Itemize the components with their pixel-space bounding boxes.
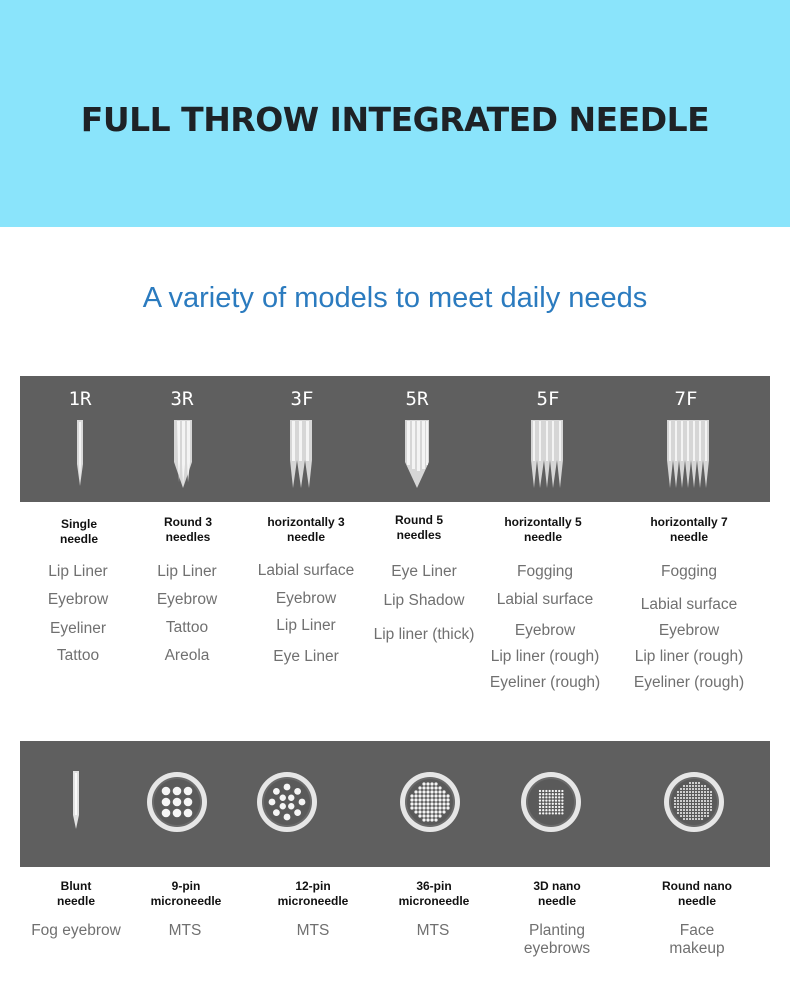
use-item: Labial surface [496, 591, 594, 608]
model-name: horizontally 3 needle [267, 515, 345, 544]
cartridge-name: Round nano needle [662, 879, 732, 908]
cartridge-use: Fog eyebrow [31, 922, 121, 939]
use-item: Eyebrow [156, 591, 218, 608]
use-item: Lip liner (thick) [373, 626, 475, 643]
round-5-needle-icon [403, 420, 431, 490]
model-code: 7F [674, 388, 698, 410]
blunt-needle-icon [69, 771, 83, 831]
use-item: Areola [164, 647, 210, 664]
cartridge-name: 36-pin microneedle [398, 879, 470, 908]
model-code: 5R [405, 388, 429, 410]
use-item: Lip Liner [276, 617, 336, 634]
use-item: Tattoo [165, 619, 209, 636]
model-name: horizontally 7 needle [650, 515, 728, 544]
use-item: Eyeliner [50, 620, 106, 637]
use-item: Eye Liner [391, 563, 457, 580]
model-name: Round 3 needles [164, 515, 212, 544]
needle-models-band [20, 376, 770, 502]
model-name: Single needle [59, 517, 98, 546]
single-needle-icon [71, 420, 89, 490]
cartridges-band [20, 741, 770, 867]
nine-pin-icon [146, 771, 208, 833]
page-title: FULL THROW INTEGRATED NEEDLE [80, 100, 710, 139]
model-code: 1R [68, 388, 92, 410]
use-item: Eyebrow [275, 590, 337, 607]
use-item: Eyebrow [47, 591, 109, 608]
use-item: Lip Liner [48, 563, 108, 580]
use-item: Labial surface [640, 596, 738, 613]
header-banner [0, 0, 790, 227]
cartridge-use: MTS [168, 922, 202, 939]
round-3-needle-icon [171, 420, 195, 490]
use-item: Eyeliner (rough) [489, 674, 601, 691]
use-item: Tattoo [56, 647, 100, 664]
twelve-pin-icon [256, 771, 318, 833]
flat-5-needle-icon [530, 420, 564, 490]
model-name: Round 5 needles [395, 513, 443, 542]
use-item: Fogging [660, 563, 717, 580]
use-item: Eyeliner (rough) [633, 674, 745, 691]
cartridge-use: MTS [296, 922, 330, 939]
flat-3-needle-icon [288, 420, 314, 490]
use-item: Eyebrow [514, 622, 576, 639]
flat-7-needle-icon [666, 420, 710, 490]
use-item: Eye Liner [273, 648, 339, 665]
use-item: Lip liner (rough) [490, 648, 600, 665]
use-item: Fogging [516, 563, 573, 580]
use-item: Lip Liner [157, 563, 217, 580]
cartridge-name: 3D nano needle [533, 879, 581, 908]
cartridge-use: Planting eyebrows [523, 922, 591, 957]
model-code: 5F [536, 388, 560, 410]
cartridge-use: MTS [416, 922, 450, 939]
subtitle: A variety of models to meet daily needs [142, 282, 648, 314]
use-item: Labial surface [257, 562, 355, 579]
use-item: Lip Shadow [383, 592, 465, 609]
model-code: 3R [170, 388, 194, 410]
model-code: 3F [290, 388, 314, 410]
cartridge-name: Blunt needle [56, 879, 95, 908]
cartridge-name: 9-pin microneedle [150, 879, 222, 908]
cartridge-name: 12-pin microneedle [277, 879, 349, 908]
thirty-six-pin-icon [399, 771, 461, 833]
cartridge-use: Face makeup [669, 922, 725, 957]
use-item: Lip liner (rough) [634, 648, 744, 665]
nano-3d-icon [520, 771, 582, 833]
use-item: Eyebrow [658, 622, 720, 639]
model-name: horizontally 5 needle [504, 515, 582, 544]
round-nano-icon [663, 771, 725, 833]
